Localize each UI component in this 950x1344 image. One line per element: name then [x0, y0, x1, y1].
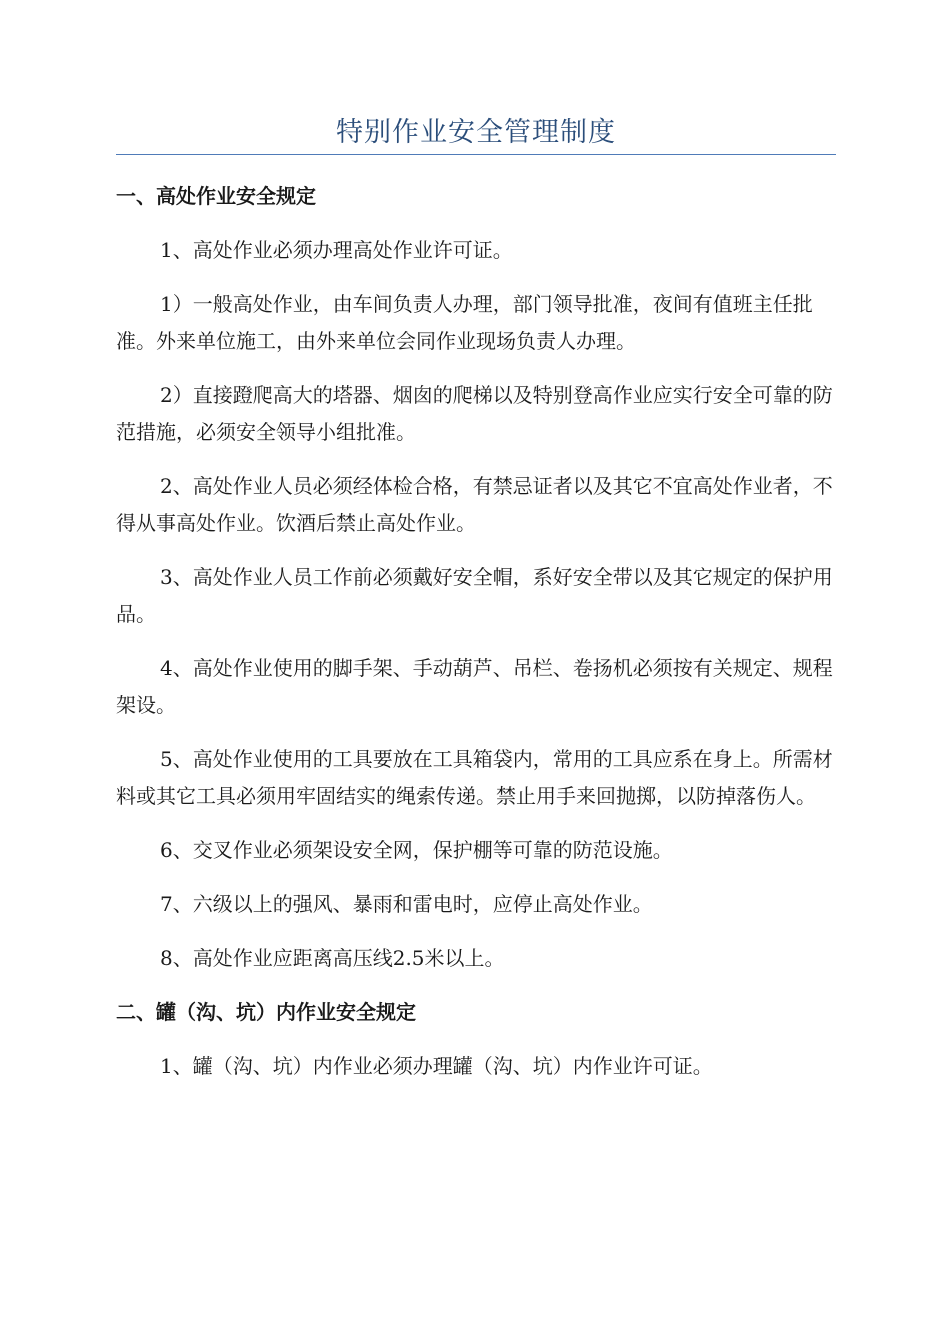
paragraph: 1、高处作业必须办理高处作业许可证。	[160, 238, 513, 262]
paragraph: 6、交叉作业必须架设安全网，保护棚等可靠的防范设施。	[160, 838, 673, 862]
paragraph: 5、高处作业使用的工具要放在工具箱袋内，常用的工具应系在身上。所需材料或其它工具必须用牢固结实的绳索传递。禁止用手来回抛掷，以防掉落伤人。	[116, 747, 833, 808]
paragraph: 8、高处作业应距离高压线2.5米以上。	[160, 946, 505, 970]
paragraph: 7、六级以上的强风、暴雨和雷电时，应停止高处作业。	[160, 892, 653, 916]
paragraph: 3、高处作业人员工作前必须戴好安全帽，系好安全带以及其它规定的保护用品。	[116, 565, 833, 626]
paragraph: 1）一般高处作业，由车间负责人办理，部门领导批准，夜间有值班主任批准。外来单位施工，由外来单位会同作业现场负责人办理。	[116, 292, 813, 353]
section-heading-high-work: 一、高处作业安全规定	[116, 184, 316, 208]
title-underline	[116, 154, 836, 155]
paragraph: 2、高处作业人员必须经体检合格，有禁忌证者以及其它不宜高处作业者，不得从事高处作业。饮酒后禁止高处作业。	[116, 474, 833, 535]
section-heading-tank-work: 二、罐（沟、坑）内作业安全规定	[116, 1000, 416, 1024]
paragraph: 1、罐（沟、坑）内作业必须办理罐（沟、坑）内作业许可证。	[160, 1054, 713, 1078]
document-body	[116, 178, 836, 1102]
document-title: 特别作业安全管理制度	[336, 117, 616, 148]
paragraph: 4、高处作业使用的脚手架、手动葫芦、吊栏、卷扬机必须按有关规定、规程架设。	[116, 656, 833, 717]
paragraph: 2）直接蹬爬高大的塔器、烟囱的爬梯以及特别登高作业应实行安全可靠的防范措施，必须安全领导小组批准。	[116, 383, 833, 444]
